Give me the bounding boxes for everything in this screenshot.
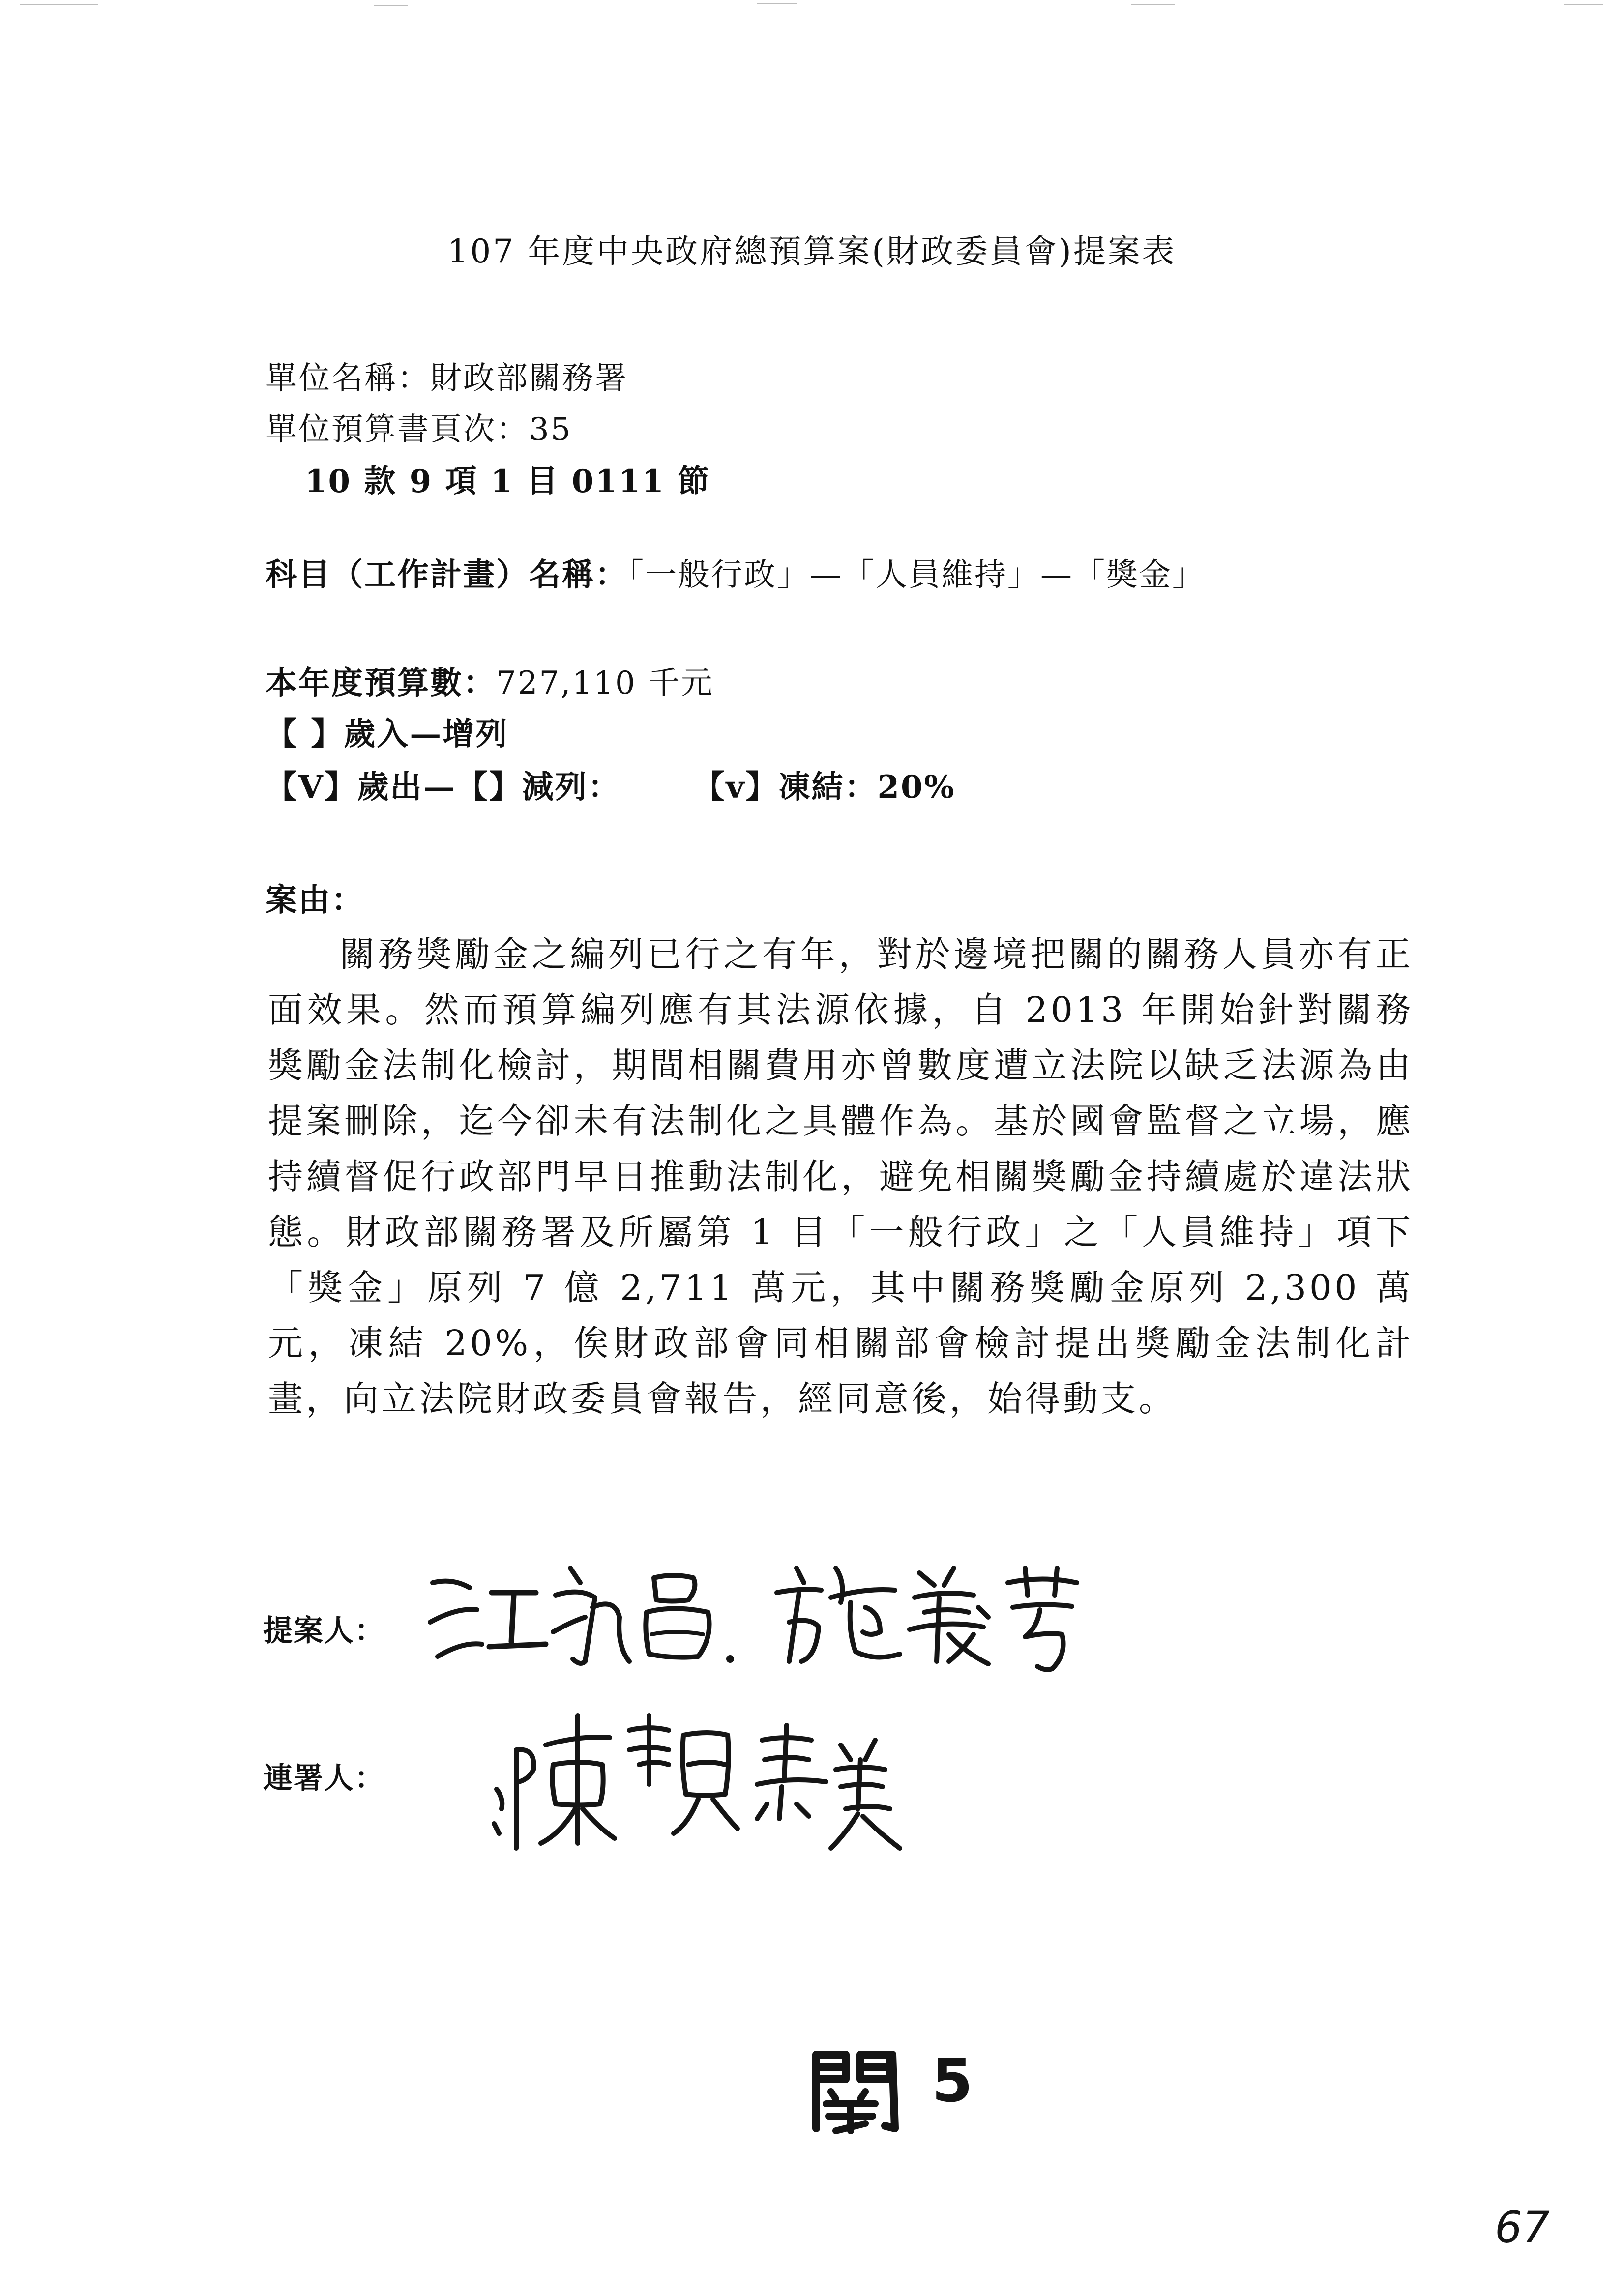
scan-mark (1131, 4, 1175, 5)
expenditure-prefix: 【V】歲出—【】減列： (266, 769, 621, 806)
budget-page: 單位預算書頁次：35 (266, 411, 572, 448)
scan-mark (374, 5, 408, 6)
scan-mark (1564, 4, 1603, 5)
revenue-line: 【 】歲入—增列 (266, 716, 509, 753)
subject-label: 科目（工作計畫）名稱： (266, 556, 628, 593)
document-title: 107 年度中央政府總預算案(財政委員會)提案表 (447, 233, 1177, 270)
cosigner-signature (482, 1686, 924, 1863)
page-number: 67 (1495, 2202, 1550, 2253)
cosigner-label: 連署人： (263, 1761, 385, 1796)
proposer-signature (423, 1548, 1151, 1676)
scan-mark (20, 4, 98, 5)
budget-value: 727,110 千元 (496, 665, 714, 701)
unit-name: 單位名稱：財政部關務署 (266, 360, 628, 397)
proposer-label: 提案人： (263, 1614, 385, 1648)
expenditure-line (266, 762, 955, 807)
stamp-number: 5 (932, 2047, 973, 2116)
freeze-text: 【v】凍結：20% (693, 769, 956, 806)
reason-label: 案由： (266, 882, 364, 919)
reason-text: 關務獎勵金之編列已行之有年，對於邊境把關的關務人員亦有正面效果。然而預算編列應有其法源依據，自 2013 年開始針對關務獎勵金法制化檢討，期間相關費用亦曾數度遭立法院以缺乏法源為由提案刪除，迄今卻未有法制化之具體作為。基於國會監督之立場，應持續督促行政部門早日推動法制化，避免相關獎勵金持續處於違法狀態。財政部關務署及所屬第 1 目「一般行政」之「人員維持」項下「獎金」原列 7 億 2,711 萬元，其中關務獎勵金原列 2,300 萬元，凍結 20%，俟財政部會同相關部會檢討提出獎勵金法制化計畫，向立法院財政委員會報告，經同意後，始得動支。 (268, 934, 1414, 1419)
stamp-character (806, 2045, 905, 2133)
budget-label: 本年度預算數： (266, 665, 496, 701)
subject-line (266, 550, 1205, 595)
scan-mark (757, 3, 797, 4)
section-code: 10 款 9 項 1 目 0111 節 (305, 463, 711, 500)
budget-line (266, 658, 714, 703)
subject-value: 「一般行政」—「人員維持」—「獎金」 (628, 557, 1205, 593)
